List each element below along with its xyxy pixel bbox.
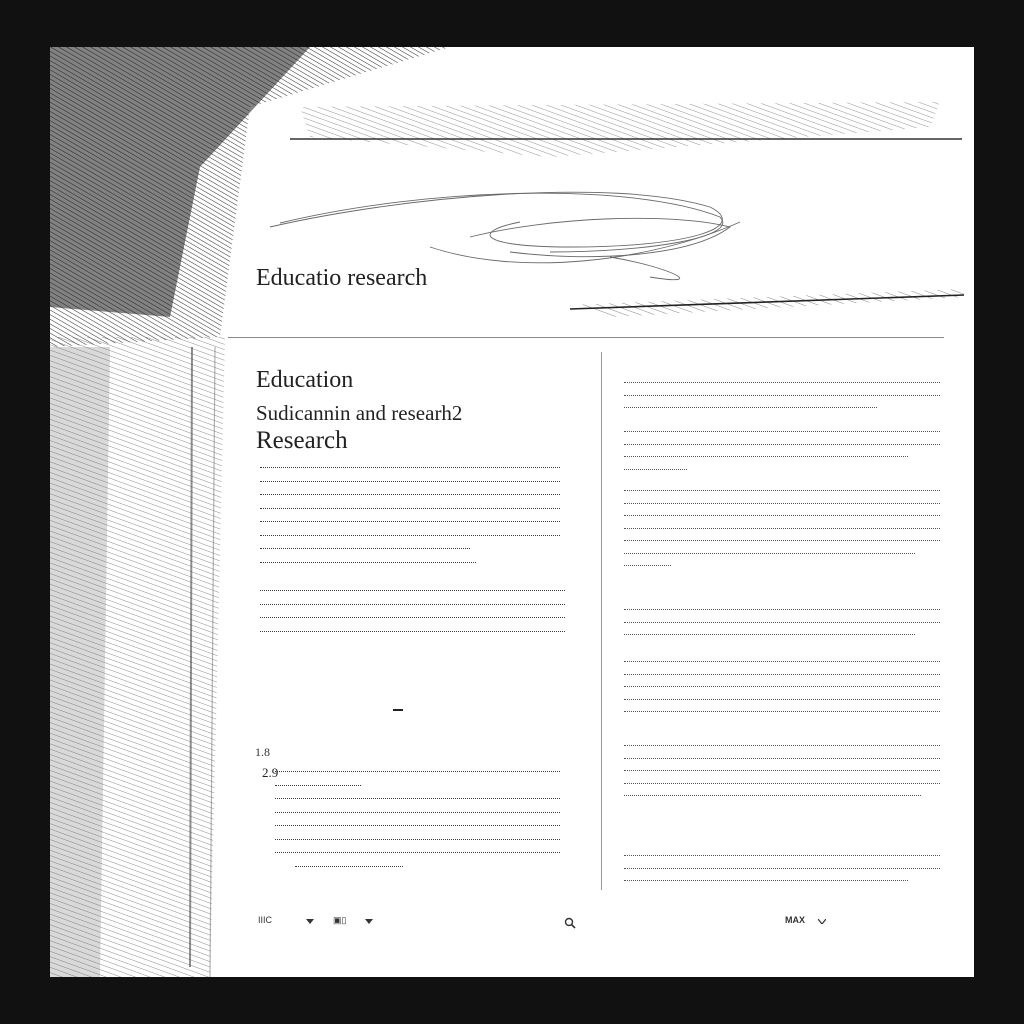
left-paragraph-3	[275, 771, 560, 879]
document-page	[50, 47, 974, 977]
right-paragraph-7	[624, 855, 940, 893]
header-title: Educatio research	[256, 265, 428, 291]
column-divider	[601, 352, 602, 890]
right-paragraph-4	[624, 609, 940, 647]
header-divider	[228, 337, 944, 338]
view-mode-selector[interactable]: ▣▯	[333, 915, 347, 925]
heading-research: Research	[256, 427, 348, 454]
zoom-selector[interactable]: MAX	[785, 915, 805, 925]
search-icon[interactable]	[564, 917, 576, 929]
left-paragraph-1	[260, 467, 560, 575]
chevron-down-icon[interactable]	[818, 919, 826, 924]
heading-subtitle: Sudicannin and researh2	[256, 401, 463, 425]
heading-education: Education	[256, 367, 354, 393]
left-paragraph-2	[260, 590, 565, 644]
right-paragraph-5	[624, 661, 940, 724]
chevron-down-icon[interactable]	[365, 919, 373, 924]
chevron-down-icon[interactable]	[306, 919, 314, 924]
page-selector[interactable]: IIIC	[258, 915, 273, 925]
note-marker-small: 1.8	[255, 745, 270, 759]
section-dash	[393, 709, 403, 711]
right-paragraph-1	[624, 382, 940, 420]
right-paragraph-6	[624, 745, 940, 808]
right-paragraph-2	[624, 431, 940, 481]
right-paragraph-3	[624, 490, 940, 578]
note-marker: 2.9	[262, 765, 279, 780]
